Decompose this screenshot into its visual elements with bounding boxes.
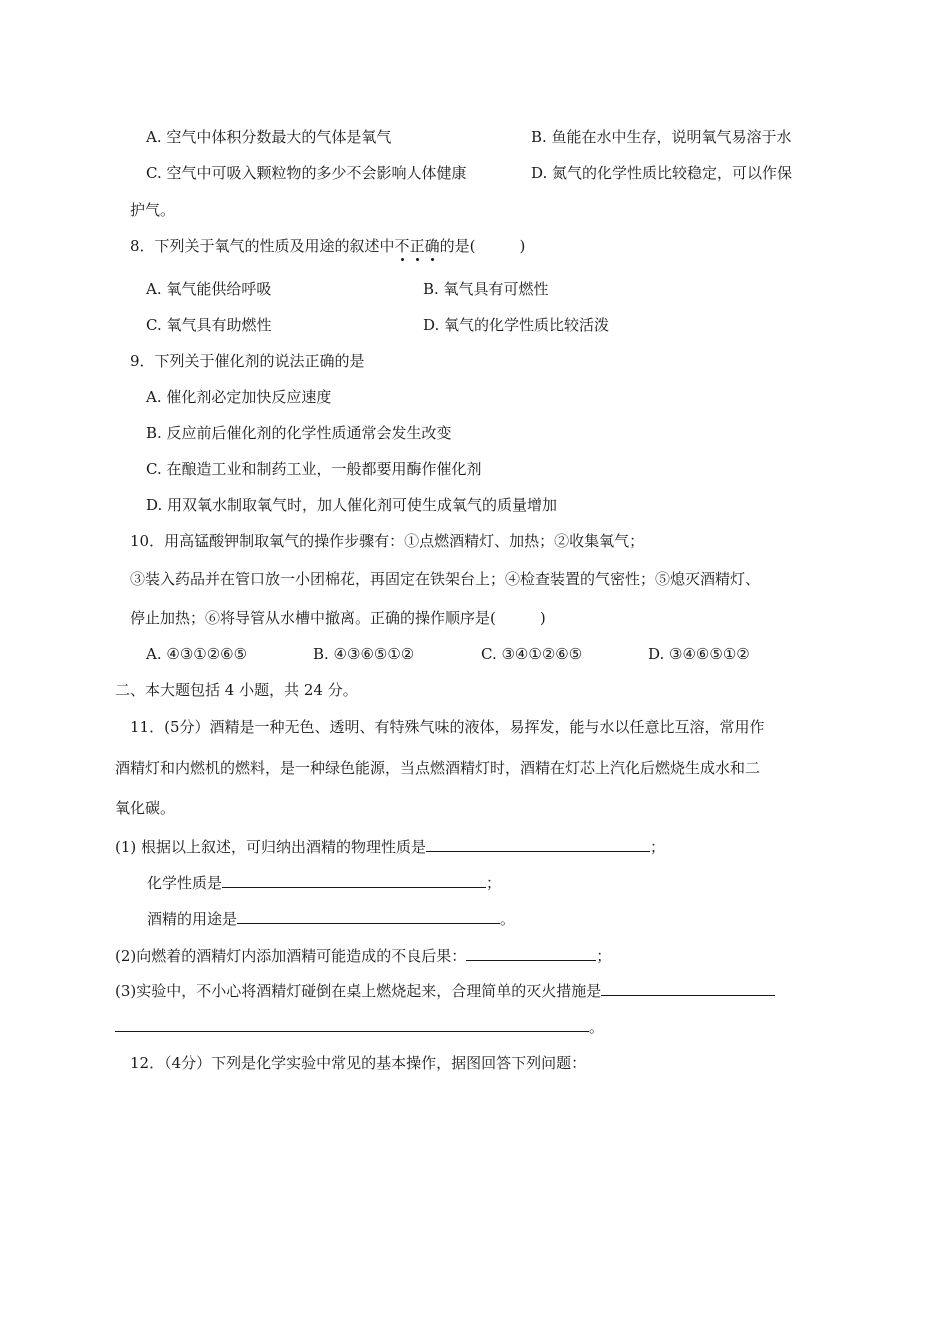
q11-part-2-label: (2)向燃着的酒精灯内添加酒精可能造成的不良后果： xyxy=(115,947,467,965)
q10-option-b: B. ④③⑥⑤①② xyxy=(313,645,415,663)
q7-option-c: C. 空气中可吸入颗粒物的多少不会影响人体健康 xyxy=(146,164,467,182)
q11-part-1 xyxy=(115,835,665,857)
q9-option-a: A. 催化剂必定加快反应速度 xyxy=(146,388,332,406)
q11-chemical-property-blank[interactable] xyxy=(222,871,486,888)
q11-part-1b-label: 化学性质是 xyxy=(147,874,223,892)
q8-stem xyxy=(130,236,525,256)
q11-part-1b xyxy=(147,871,501,893)
q7-option-a: A. 空气中体积分数最大的气体是氧气 xyxy=(146,128,392,146)
q11-stem-line-2: 酒精灯和内燃机的燃料，是一种绿色能源，当点燃酒精灯时，酒精在灯芯上汽化后燃烧生成水和二 xyxy=(115,759,761,777)
q12-stem: 12．（4分）下列是化学实验中常见的基本操作，据图回答下列问题： xyxy=(130,1054,587,1072)
q11-consequence-blank[interactable] xyxy=(466,944,596,961)
q11-part-1b-end: ； xyxy=(486,874,502,892)
q11-part-1c-end: 。 xyxy=(500,910,516,928)
section-2-heading: 二、本大题包括 4 小题，共 24 分。 xyxy=(115,681,358,699)
q11-part-3 xyxy=(115,979,775,1001)
q11-physical-property-blank[interactable] xyxy=(426,835,650,852)
q8-option-a: A. 氧气能供给呼吸 xyxy=(146,280,272,298)
q8-emphasis-char-3: 确 xyxy=(424,237,440,255)
q8-close-paren: ) xyxy=(519,237,526,255)
q11-part-2-end: ； xyxy=(596,947,612,965)
q11-part-1-label: (1) 根据以上叙述，可归纳出酒精的物理性质是 xyxy=(115,838,427,856)
q11-use-blank[interactable] xyxy=(237,907,500,924)
q7-option-b: B. 鱼能在水中生存，说明氧气易溶于水 xyxy=(531,128,792,146)
q8-option-b: B. 氧气具有可燃性 xyxy=(423,280,549,298)
q11-part-3-end: 。 xyxy=(589,1018,605,1036)
q8-emphasis-char-2: 正 xyxy=(409,237,425,255)
q7-option-d: D. 氮气的化学性质比较稳定，可以作保 xyxy=(531,164,793,182)
q11-extinguish-blank-line-2[interactable] xyxy=(115,1015,589,1032)
q8-emphasis-char-1: 不 xyxy=(394,237,410,255)
q10-option-c: C. ③④①②⑥⑤ xyxy=(481,645,583,663)
q10-stem-line-3 xyxy=(130,608,546,628)
q9-stem: 9．下列关于催化剂的说法正确的是 xyxy=(130,352,365,370)
q9-option-b: B. 反应前后催化剂的化学性质通常会发生改变 xyxy=(146,424,452,442)
q11-part-1-end: ； xyxy=(650,838,666,856)
q9-option-d: D. 用双氧水制取氧气时，加人催化剂可使生成氧气的质量增加 xyxy=(146,496,558,514)
q11-extinguish-blank-line-1[interactable] xyxy=(601,979,775,996)
q8-option-d: D. 氧气的化学性质比较活泼 xyxy=(423,316,610,334)
q10-close-paren: ) xyxy=(539,609,546,627)
q8-option-c: C. 氧气具有助燃性 xyxy=(146,316,272,334)
q11-part-3-label: (3)实验中，不小心将酒精灯碰倒在桌上燃烧起来，合理简单的灭火措施是 xyxy=(115,982,602,1000)
q9-option-c: C. 在酿造工业和制药工业，一般都要用酶作催化剂 xyxy=(146,460,482,478)
q11-part-1c xyxy=(147,907,515,929)
q11-part-3-continued xyxy=(115,1015,604,1037)
q11-stem-line-3: 氧化碳。 xyxy=(115,799,176,817)
q8-stem-after: 的是( xyxy=(439,237,476,255)
q7-option-d-continued: 护气。 xyxy=(130,201,176,219)
q11-part-1c-label: 酒精的用途是 xyxy=(147,910,238,928)
q10-stem-before: 停止加热；⑥将导管从水槽中撤离。正确的操作顺序是( xyxy=(130,609,496,627)
q8-stem-before: 8．下列关于氧气的性质及用途的叙述中 xyxy=(130,237,395,255)
q10-option-a: A. ④③①②⑥⑤ xyxy=(146,645,248,663)
q10-option-d: D. ③④⑥⑤①② xyxy=(648,645,750,663)
q10-stem-line-1: 10．用高锰酸钾制取氧气的操作步骤有：①点燃酒精灯、加热；②收集氧气； xyxy=(130,532,645,550)
q11-stem-line-1: 11．(5分）酒精是一种无色、透明、有特殊气味的液体，易挥发，能与水以任意比互溶，常用作 xyxy=(130,718,765,736)
q10-stem-line-2: ③装入药品并在管口放一小团棉花，再固定在铁架台上；④检查装置的气密性；⑤熄灭酒精灯、 xyxy=(130,570,761,588)
q11-part-2 xyxy=(115,944,611,966)
